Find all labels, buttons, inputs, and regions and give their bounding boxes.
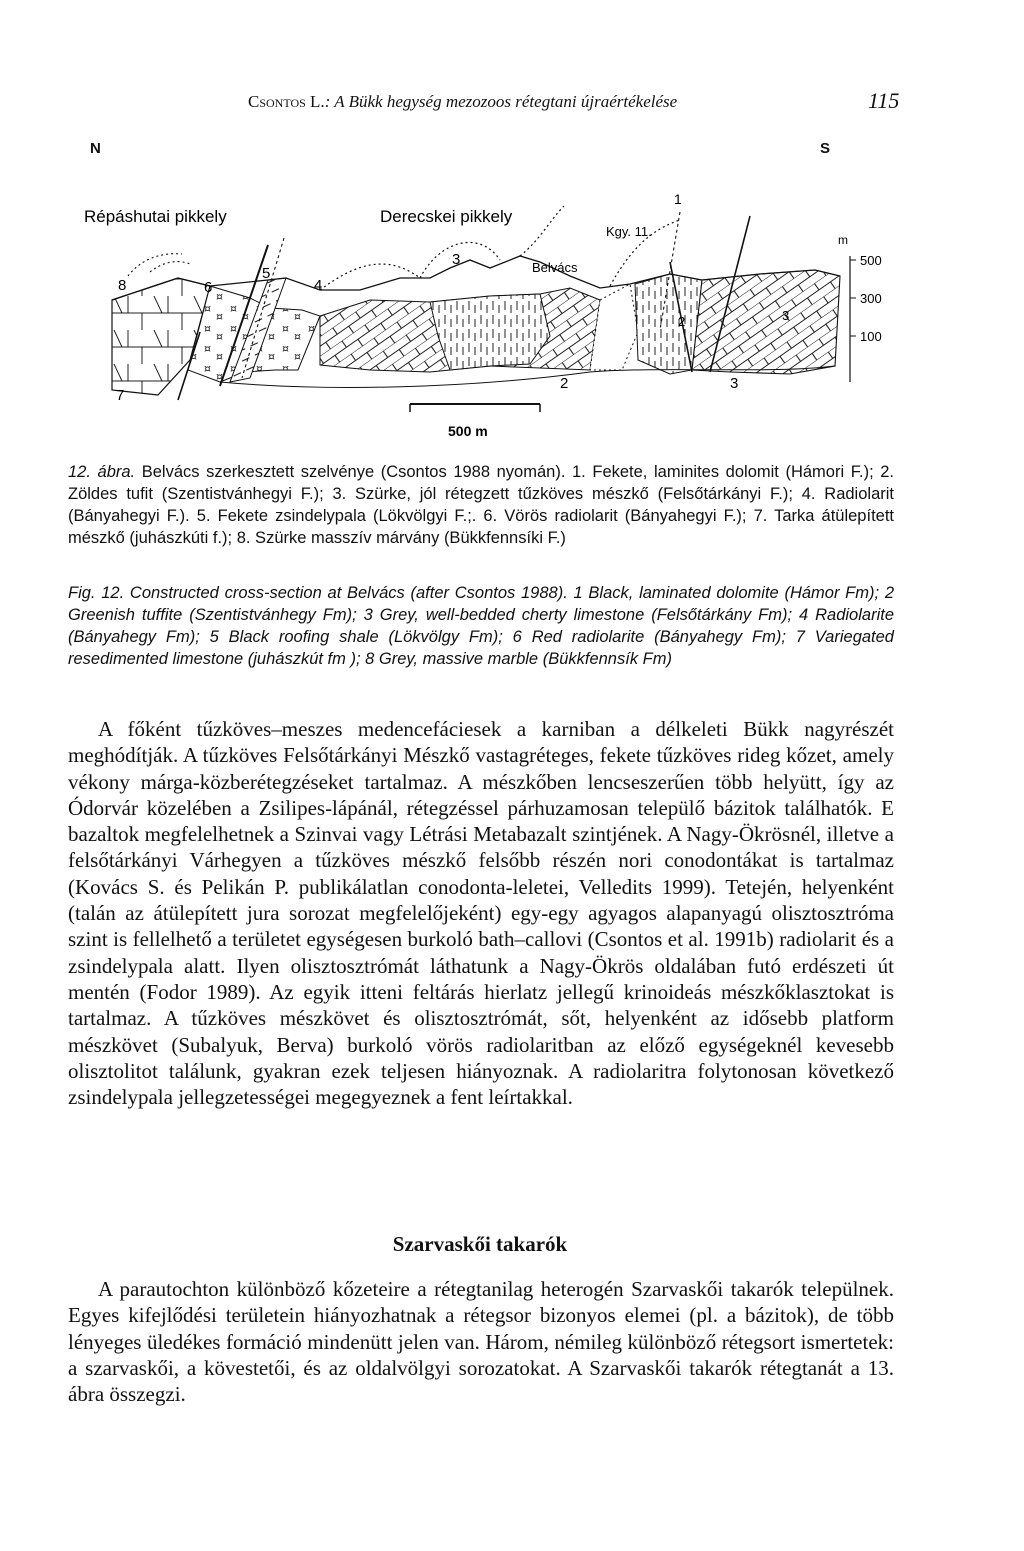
header-title: : A Bükk hegység mezozoos rétegtani újraértékelése bbox=[324, 92, 678, 111]
scale-tick-300: 300 bbox=[860, 291, 882, 306]
figure-caption-hungarian bbox=[68, 461, 894, 549]
scale-bar-label: 500 m bbox=[448, 423, 488, 439]
derecskei-label: Derecskei pikkely bbox=[380, 207, 513, 226]
caption-hu-text: Belvács szerkesztett szelvénye (Csontos 1988 nyomán). 1. Fekete, laminites dolomit (Hámori F.); 2. Zöldes tufit (Szentistvánhegyi F.); 3. Szürke, jól rétegzett tűzköves mészkő (Felsőtárkányi F.); 4. Radiolarit (Bányahegyi F.). 5. Fekete zsindelypala (Lökvölgyi F.;. 6. Vörös radiolarit (Bányahegyi F.); 7. Tarka átülepített mészkő (juhászkúti f.); 8. Szürke masszív márvány (Bükkfennsíki F.) bbox=[68, 463, 895, 547]
belvacs-label: Belvács bbox=[532, 260, 578, 275]
kgy-label: Kgy. 11. bbox=[606, 224, 652, 239]
south-label: S bbox=[820, 140, 831, 157]
unit-label-2a: 2 bbox=[560, 375, 569, 392]
unit-label-4: 4 bbox=[314, 277, 323, 294]
unit-label-1: 1 bbox=[674, 191, 682, 207]
section-heading: Szarvaskői takarók bbox=[392, 1232, 568, 1256]
unit-label-2b: 2 bbox=[678, 314, 686, 329]
unit-label-8: 8 bbox=[118, 277, 127, 294]
repashutai-label: Répáshutai pikkely bbox=[84, 207, 227, 226]
unit-label-3b: 3 bbox=[730, 375, 739, 392]
running-header bbox=[248, 92, 677, 112]
header-author: Csontos L. bbox=[248, 92, 325, 111]
caption-hu-lead: 12. ábra. bbox=[68, 463, 136, 481]
scale-tick-100: 100 bbox=[860, 329, 882, 344]
body-paragraph-1: A főként tűzköves–meszes medencefáciesek a karniban a délkeleti Bükk nagyrészét meghódítják. A tűzköves Felsőtárkányi Mészkő vastagréteges, fekete tűzköves rideg kőzet, amely vékony márga-közberétegzéseket tartalmaz. A mészkőben lencseszerűen több helyütt, így az Ódorvár közelében a Zsilipes-lápánál, rétegzéssel párhuzamosan települő bázitok találhatók. E bazaltok megfelelhetnek a Szinvai vagy Létrási Metabazalt szintjének. A Nagy-Ökrösnél, illetve a felsőtárkányi Várhegyen a tűzköves mészkő felsőbb részén nori conodontákat is tartalmaz (Kovács S. és Pelikán P. publikálatlan conodonta-leletei, Velledits 1999). Tetején, helyenként (talán az átülepített jura sorozat megfelelőjeként) egy-egy agyagos alapanyagú olisztosztróma szint is fellelhető a területet egységesen burkoló bath–callovi (Csontos et al. 1991b) radiolarit és a zsindelypala alatt. Ilyen olisztosztrómát láthatunk a Nagy-Ökrös oldalában futó erdészeti út mentén (Fodor 1989). Az egyik itteni feltárás hierlatz jellegű krinoideás mészkőklasztokat is tartalmaz. A tűzköves mészkövet és olisztosztrómát, sőt, helyenként az idősebb platform mészkövet (Subalyuk, Berva) burkoló vörös radiolaritban az előző egységeknél kevesebb olisztolitot találunk, gyakran ezek teljesen hiányoznak. A radiolaritra folytonosan következő zsindelypala jellegzetességei megegyeznek a fent leírtakkal. bbox=[68, 717, 894, 1110]
unit-label-3c: 3 bbox=[782, 308, 790, 323]
unit-label-6: 6 bbox=[204, 279, 213, 296]
scale-tick-500: 500 bbox=[860, 253, 882, 268]
page-number: 115 bbox=[868, 88, 900, 113]
scale-unit: m bbox=[838, 233, 848, 247]
unit-label-5: 5 bbox=[262, 265, 271, 282]
body-paragraph-2: A parautochton különböző kőzeteire a rétegtanilag heterogén Szarvaskői takarók települnek. Egyes kifejlődési területein hiányozhatnak a rétegsor bizonyos elemei (pl. a bázitok), de több lényeges üledékes formáció mindenütt jelen van. Három, némileg különböző rétegsort ismertetek: a szarvaskői, a kövestetői, és az oldalvölgyi sorozatokat. A Szarvaskői takarók rétegtanát a 13. ábra összegzi. bbox=[68, 1277, 894, 1407]
north-label: N bbox=[90, 140, 101, 157]
unit-label-7: 7 bbox=[116, 387, 125, 404]
figure-caption-english: Fig. 12. Constructed cross-section at Belvács (after Csontos 1988). 1 Black, laminated dolomite (Hámor Fm); 2 Greenish tuffite (Szentistvánhegy Fm); 3 Grey, well-bedded cherty limestone (Felsőtárkány Fm); 4 Radiolarite (Bányahegy Fm); 5 Black roofing shale (Lökvölgy Fm); 6 Red radiolarite (Bányahegy Fm); 7 Variegated resedimented limestone (juhászkút fm ); 8 Grey, massive marble (Bükkfennsík Fm) bbox=[68, 584, 894, 668]
cross-section-figure bbox=[70, 160, 900, 450]
unit-label-3a: 3 bbox=[452, 251, 461, 268]
